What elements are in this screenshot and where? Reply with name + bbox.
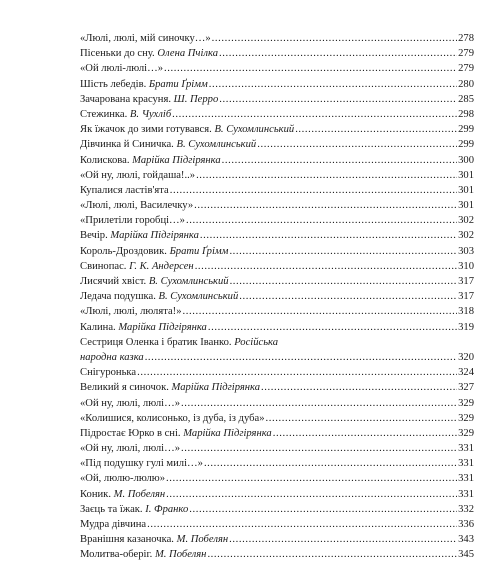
toc-entry-title: «Під подушку гулі милі…» <box>80 458 203 470</box>
toc-entry-title: Сестриця Оленка і братик Іванко. <box>80 336 232 348</box>
dot-leader <box>261 380 457 395</box>
toc-entry-title: «Ой, люлю-люлю» <box>80 473 166 485</box>
toc-entry-author: В. Сухомлинський <box>176 139 257 151</box>
toc-entry-page: 331 <box>458 458 474 470</box>
toc-entry-author: М. Побелян <box>113 488 166 500</box>
toc-entry-author: В. Сухомлинський <box>214 124 295 136</box>
toc-entry <box>80 456 474 471</box>
dot-leader <box>266 411 458 426</box>
toc-entry-page: 327 <box>458 382 474 394</box>
toc-entry-title-group <box>80 61 163 76</box>
toc-entry <box>80 304 474 319</box>
toc-entry-author: Марійка Підгірянка <box>110 230 199 242</box>
dot-leader <box>181 441 457 456</box>
toc-entry-title: «Ой ну, люлі, люлі…» <box>80 397 180 409</box>
toc-entry-author: Марійка Підгірянка <box>171 382 261 394</box>
toc-entry-page: 329 <box>458 412 474 424</box>
dot-leader <box>209 77 457 92</box>
toc-entry-title-group <box>80 502 188 517</box>
toc-entry-title: «Колишися, колисонько, із дуба, із дуба» <box>80 412 265 424</box>
toc-entry-page: 302 <box>458 230 474 242</box>
dot-leader <box>145 350 457 365</box>
toc-entry <box>80 517 474 532</box>
dot-leader <box>239 289 457 304</box>
toc-entry-author: Брати Ґрімм <box>169 245 229 257</box>
toc-entry-title-group <box>80 92 218 107</box>
toc-entry <box>80 77 474 92</box>
toc-entry-title: «Люлі, люлі, Василечку» <box>80 200 194 212</box>
dot-leader <box>207 547 457 562</box>
toc-entry <box>80 335 474 350</box>
toc-entry-page: 329 <box>458 397 474 409</box>
toc-entry-page: 300 <box>458 154 474 166</box>
toc-entry-title-group <box>80 213 185 228</box>
toc-entry-title: Як їжачок до зими готувався. <box>80 124 212 136</box>
toc-entry-title-group <box>80 304 182 319</box>
toc-entry-page: 279 <box>458 63 474 75</box>
toc-entry-page: 331 <box>458 488 474 500</box>
toc-entry-title: «Люлі, люлі, мій синочку…» <box>80 33 211 44</box>
toc-entry-author: В. Сухомлинський <box>158 291 239 303</box>
toc-entry <box>80 365 474 380</box>
toc-entry-page: 324 <box>458 367 474 379</box>
toc-entry-title-group <box>80 411 265 426</box>
toc-entry-page: 298 <box>458 108 474 120</box>
toc-entry-title-group <box>80 517 146 532</box>
dot-leader <box>229 532 457 547</box>
toc-entry <box>80 46 474 61</box>
toc-entry-title-group <box>80 137 256 152</box>
toc-entry-title: Зачарована красуня. <box>80 93 171 105</box>
dot-leader <box>137 365 457 380</box>
toc-entry <box>80 92 474 107</box>
toc-entry-title: Ледача подушка. <box>80 291 156 303</box>
dot-leader <box>189 502 457 517</box>
dot-leader <box>229 244 457 259</box>
toc-entry <box>80 426 474 441</box>
toc-entry-title-group <box>80 365 136 380</box>
dot-leader <box>147 517 457 532</box>
toc-entry <box>80 396 474 411</box>
dot-leader <box>166 471 457 486</box>
toc-entry-title-group <box>80 244 228 259</box>
toc-entry-title: Калина. <box>80 321 116 333</box>
dot-leader <box>219 46 457 61</box>
toc-entry <box>80 122 474 137</box>
toc-entry-title: Колискова. <box>80 154 130 166</box>
toc-entry-author: І. Франко <box>145 503 189 515</box>
toc-entry-page: 301 <box>458 169 474 181</box>
table-of-contents <box>80 31 474 563</box>
toc-entry-title: Вранішня казаночка. <box>80 534 174 546</box>
toc-entry <box>80 244 474 259</box>
toc-entry <box>80 198 474 213</box>
toc-entry-title: Стежинка. <box>80 108 128 120</box>
toc-entry-title-group <box>80 456 203 471</box>
dot-leader <box>219 92 457 107</box>
toc-entry <box>80 411 474 426</box>
toc-entry-title-group <box>80 380 260 395</box>
toc-entry <box>80 259 474 274</box>
dot-leader <box>230 274 458 289</box>
toc-entry <box>80 228 474 243</box>
toc-entry-title-group <box>80 471 165 486</box>
toc-entry-page: 317 <box>458 276 474 287</box>
dot-leader <box>200 228 457 243</box>
dot-leader <box>196 168 457 183</box>
toc-entry <box>80 183 474 198</box>
toc-entry-page: 329 <box>458 427 474 439</box>
toc-entry-title-group <box>80 107 171 122</box>
toc-entry-title: Пісеньки до сну. <box>80 48 155 60</box>
toc-entry <box>80 532 474 547</box>
toc-entry-page: 285 <box>458 93 474 105</box>
dot-leader <box>164 61 457 76</box>
toc-entry-page: 332 <box>458 503 474 515</box>
toc-entry-title-group <box>80 441 180 456</box>
toc-entry-page: 320 <box>458 351 474 363</box>
toc-entry-author: Ш. Перро <box>173 93 219 105</box>
toc-entry-page: 279 <box>458 48 474 60</box>
toc-entry-page: 301 <box>458 184 474 196</box>
toc-entry-title: Король-Дроздовик. <box>80 245 167 257</box>
toc-entry-title: Підростає Юрко в сні. <box>80 427 181 439</box>
toc-entry-page: 331 <box>458 443 474 455</box>
dot-leader <box>186 213 457 228</box>
toc-entry-title: Заєць та їжак. <box>80 503 143 515</box>
toc-entry-title-group <box>80 228 199 243</box>
toc-entry-title: Купалися ластів'ята <box>80 184 169 196</box>
toc-entry-author: Брати Ґрімм <box>148 78 208 90</box>
toc-entry-title: Коник. <box>80 488 111 500</box>
dot-leader <box>273 426 457 441</box>
toc-entry-title: «Прилетіли горобці…» <box>80 215 185 227</box>
toc-entry-page: 318 <box>458 306 474 318</box>
toc-entry-title: «Ой люлі-люлі…» <box>80 63 164 75</box>
toc-entry-author: М. Побелян <box>176 534 229 546</box>
toc-entry-page: 278 <box>458 33 474 44</box>
toc-entry-page: 303 <box>458 245 474 257</box>
toc-entry-title: Великий я синочок. <box>80 382 169 394</box>
toc-entry-title-group <box>80 532 228 547</box>
toc-entry-page: 299 <box>458 139 474 151</box>
dot-leader <box>257 137 457 152</box>
toc-entry-page: 302 <box>458 215 474 227</box>
toc-entry-title-group <box>80 547 206 562</box>
toc-entry-author: В. Чухліб <box>129 108 172 120</box>
toc-entry-title-group <box>80 320 207 335</box>
toc-entry-title: Свинопас. <box>80 260 127 272</box>
toc-entry-title-group <box>80 289 238 304</box>
toc-entry-author: Г. К. Андерсен <box>129 260 194 272</box>
dot-leader <box>295 122 457 137</box>
dot-leader <box>194 198 457 213</box>
dot-leader <box>170 183 457 198</box>
toc-entry-title-group <box>80 153 221 168</box>
toc-entry-title-group <box>80 198 193 213</box>
toc-entry-page: 343 <box>458 534 474 546</box>
toc-entry <box>80 471 474 486</box>
toc-entry-title-group <box>80 122 294 137</box>
toc-entry-page: 331 <box>458 473 474 485</box>
toc-entry-author: Марійка Підгірянка <box>132 154 221 166</box>
toc-entry-continuation <box>80 350 474 365</box>
toc-entry-author: Російська <box>234 336 279 348</box>
toc-entry-title: «Люлі, люлі, люлята!» <box>80 306 182 318</box>
toc-entry <box>80 153 474 168</box>
toc-entry-page: 345 <box>458 549 474 561</box>
toc-entry-page: 319 <box>458 321 474 333</box>
dot-leader <box>204 456 457 471</box>
dot-leader <box>181 396 457 411</box>
toc-entry-page: 317 <box>458 291 474 303</box>
toc-entry-title: Снігуронька <box>80 367 137 379</box>
toc-entry <box>80 502 474 517</box>
toc-entry-title-group <box>80 426 272 441</box>
toc-entry-author: Марійка Підгірянка <box>118 321 207 333</box>
toc-entry <box>80 168 474 183</box>
toc-entry-author: Олена Пчілка <box>157 48 219 60</box>
toc-entry-author-continued: народна казка <box>80 351 144 363</box>
toc-entry-title: «Ой ну, люлі, люлі…» <box>80 443 180 455</box>
toc-entry-title-group <box>80 46 218 61</box>
toc-entry-title-group <box>80 183 169 198</box>
toc-entry-title: «Ой ну, люлі, гойдаша!..» <box>80 169 196 181</box>
toc-entry-title-group <box>80 396 180 411</box>
toc-entry <box>80 441 474 456</box>
toc-entry-title-group <box>80 31 211 46</box>
toc-entry-title-group <box>80 168 195 183</box>
dot-leader <box>208 320 457 335</box>
toc-entry-title: Молитва-оберіг. <box>80 549 153 561</box>
toc-entry <box>80 380 474 395</box>
toc-entry-page: 310 <box>458 260 474 272</box>
toc-entry-author: Марійка Підгірянка <box>183 427 272 439</box>
dot-leader <box>183 304 458 319</box>
toc-entry <box>80 274 474 289</box>
toc-entry <box>80 31 474 46</box>
toc-entry-page: 301 <box>458 200 474 212</box>
dot-leader <box>222 153 457 168</box>
toc-entry-title: Лисячий хвіст. <box>80 276 147 287</box>
toc-entry-title: Дівчинка й Синичка. <box>80 139 174 151</box>
dot-leader <box>195 259 457 274</box>
toc-entry <box>80 547 474 562</box>
toc-entry-author: В. Сухомлинський <box>148 276 229 287</box>
toc-entry-title-group <box>80 274 229 289</box>
toc-entry-page: 299 <box>458 124 474 136</box>
toc-entry <box>80 137 474 152</box>
toc-entry <box>80 61 474 76</box>
toc-entry-title-group <box>80 259 194 274</box>
toc-entry-page: 336 <box>458 519 474 530</box>
toc-entry-title-group <box>80 77 208 92</box>
toc-entry <box>80 107 474 122</box>
toc-entry-page: 280 <box>458 78 474 90</box>
dot-leader <box>212 31 457 46</box>
toc-entry-title: Шість лебедів. <box>80 78 147 90</box>
dot-leader <box>172 107 457 122</box>
toc-entry <box>80 289 474 304</box>
toc-entry <box>80 320 474 335</box>
toc-entry <box>80 213 474 228</box>
toc-entry-title: Мудра дівчина <box>80 519 147 530</box>
toc-entry-title: Вечір. <box>80 230 108 242</box>
toc-entry-author: М. Побелян <box>154 549 207 561</box>
